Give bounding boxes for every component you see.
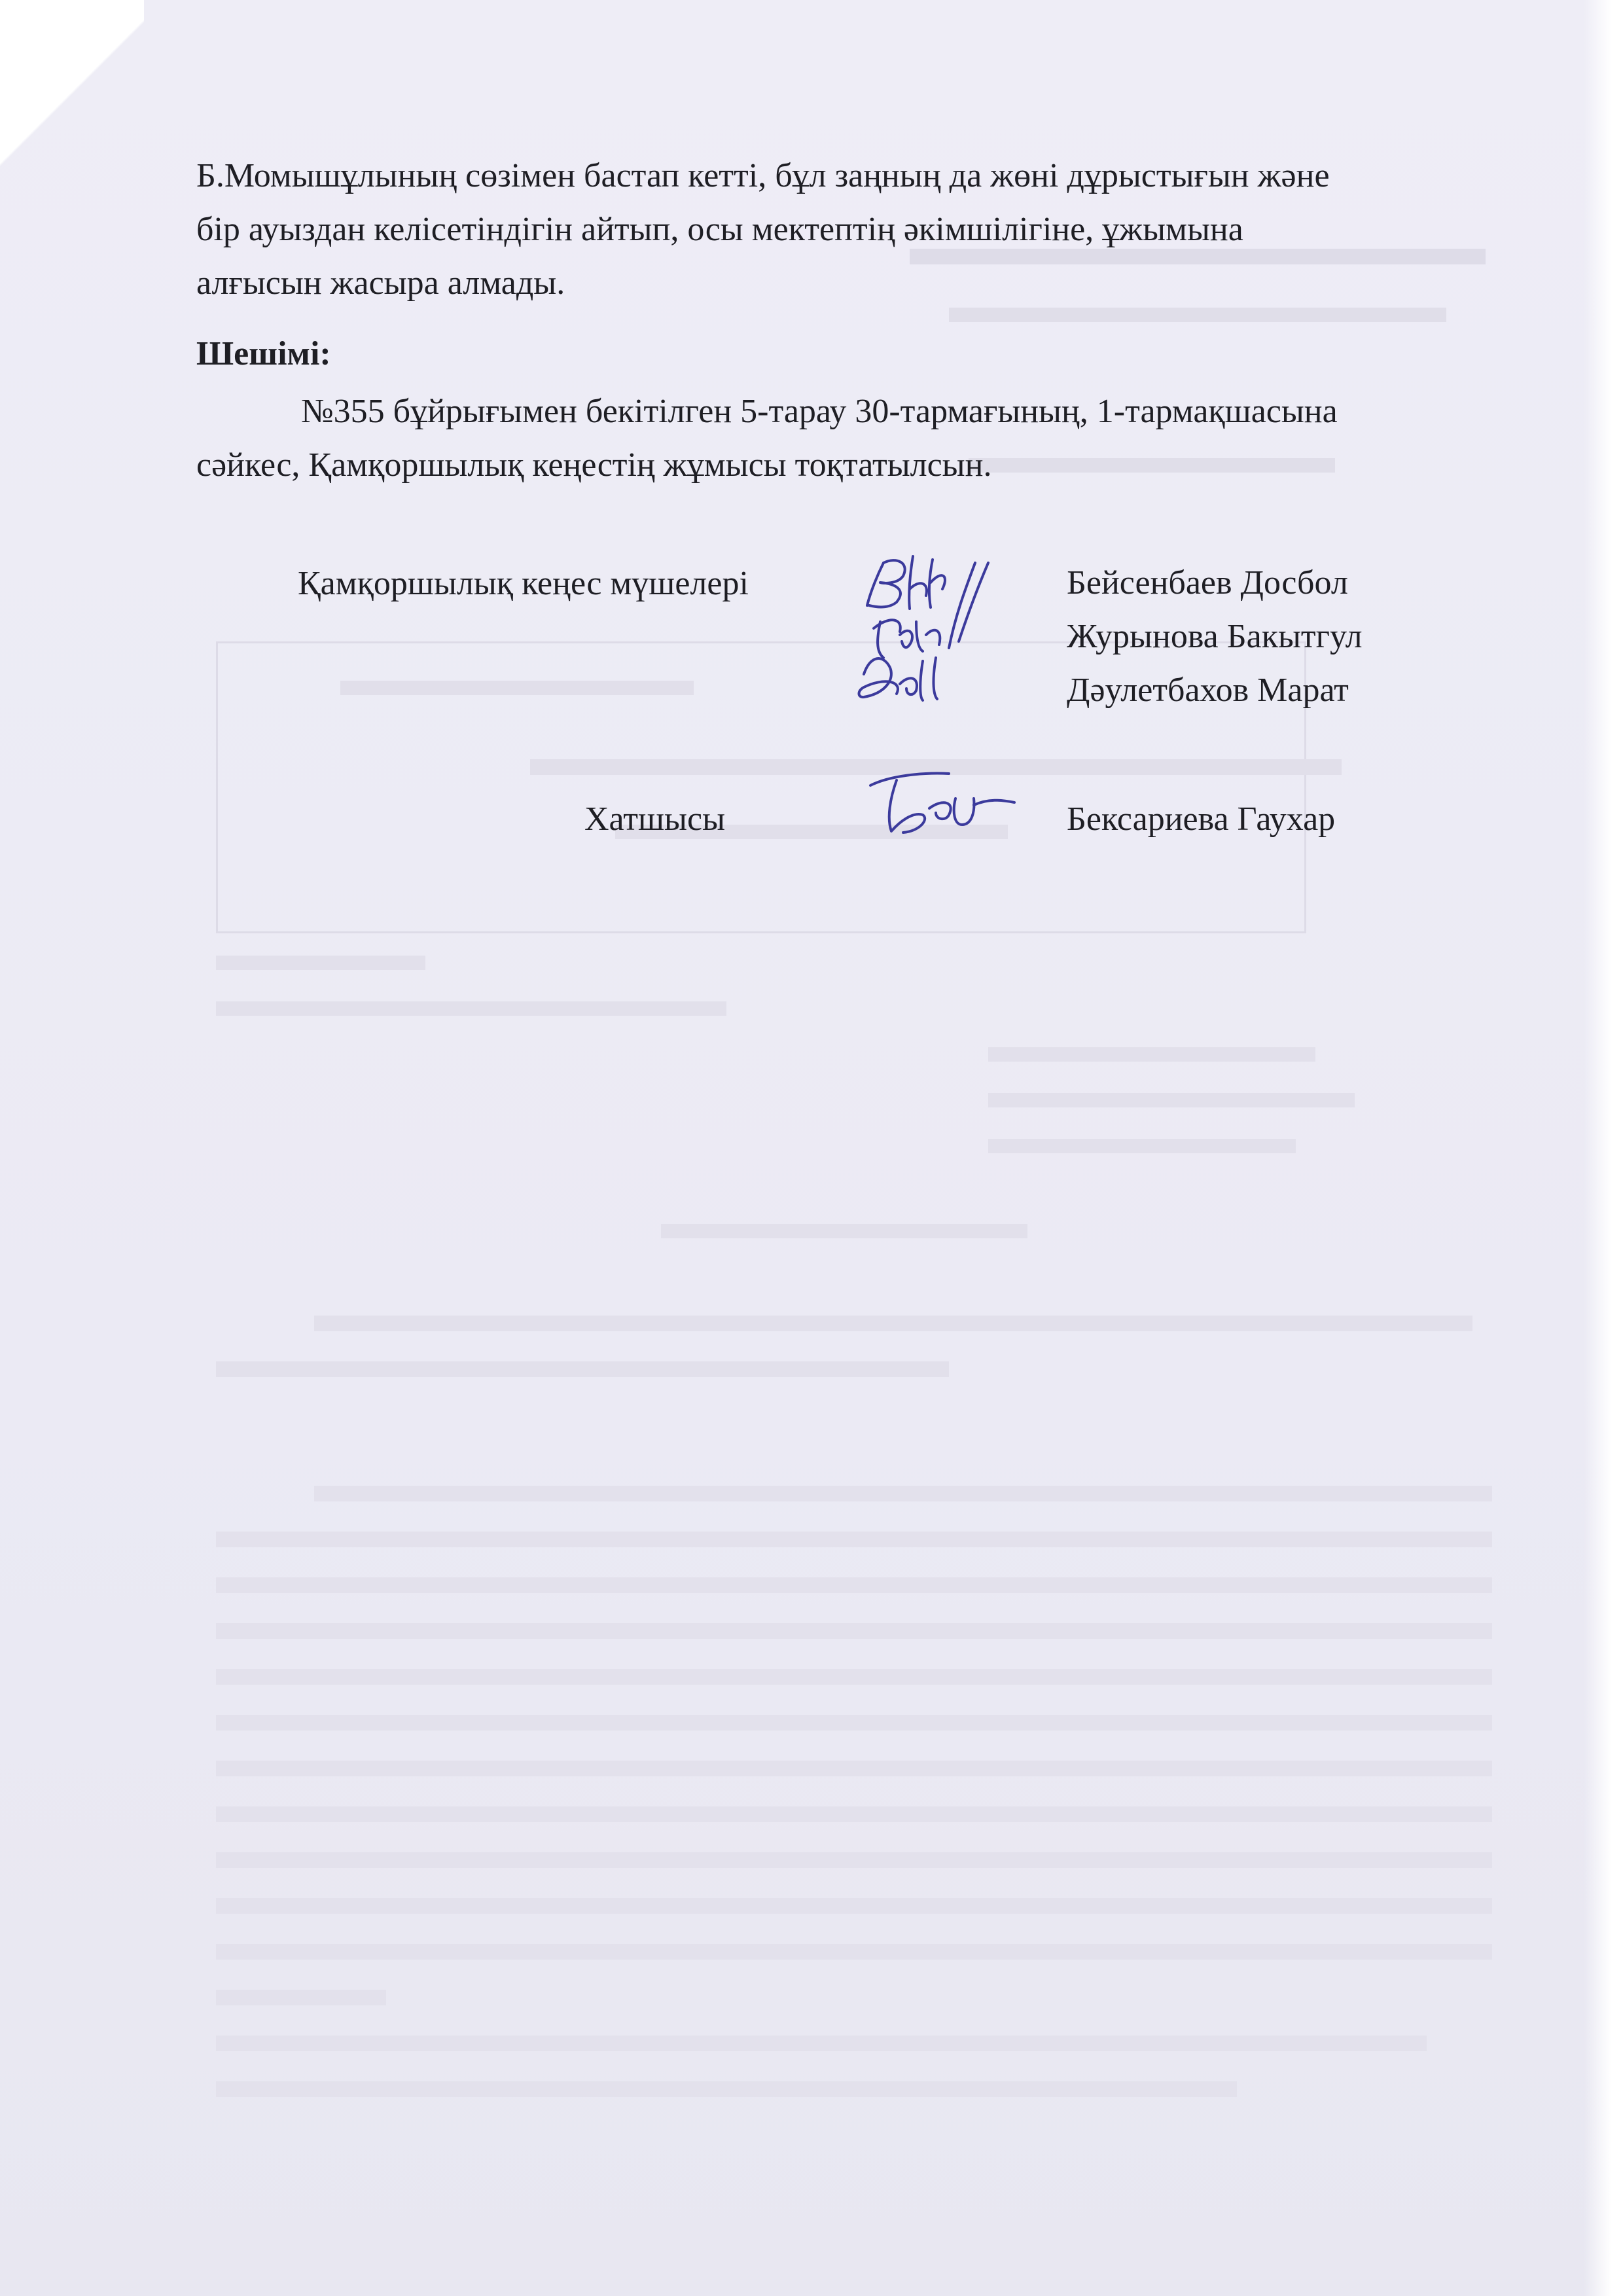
secretary-label: Хатшысы <box>584 800 726 838</box>
bleed-through-line <box>314 1316 1472 1331</box>
folded-corner <box>0 0 144 196</box>
bleed-through-line <box>340 681 694 695</box>
member-name: Журынова Бакытгул <box>1067 618 1363 655</box>
page-edge <box>1584 0 1623 2296</box>
member-name: Бейсенбаев Досбол <box>1067 564 1348 601</box>
bleed-through-line <box>216 956 425 970</box>
members-signature-icon <box>844 543 1021 720</box>
bleed-through-line <box>216 1623 1492 1639</box>
bleed-through-line <box>216 1715 1492 1731</box>
bleed-through-line <box>216 2081 1237 2097</box>
bleed-through-line <box>988 1139 1296 1153</box>
decision-line: сәйкес, Қамқоршылық кеңестің жұмысы тоқтатылсын. <box>196 446 992 484</box>
secretary-signature-icon <box>851 759 1021 851</box>
bleed-through-line <box>216 1361 949 1377</box>
decision-line: №355 бұйрығымен бекітілген 5-тарау 30-тармағының, 1-тармақшасына <box>301 393 1338 430</box>
bleed-through-line <box>216 2036 1427 2051</box>
bleed-through-line <box>314 1486 1492 1501</box>
bleed-through-line <box>216 1001 726 1016</box>
bleed-through-line <box>988 1047 1315 1062</box>
bleed-through-line <box>988 1093 1355 1107</box>
decision-paragraph <box>196 385 1505 492</box>
members-list <box>1067 556 1363 717</box>
bleed-through-line <box>216 1990 386 2005</box>
members-label: Қамқоршылық кеңес мүшелері <box>298 565 749 602</box>
bleed-through-line <box>661 1224 1027 1238</box>
intro-line: алғысын жасыра алмады. <box>196 264 565 302</box>
intro-paragraph <box>196 149 1505 310</box>
intro-line: бір ауыздан келісетіндігін айтып, осы мектептің әкімшілігіне, ұжымына <box>196 211 1243 248</box>
bleed-through-line <box>216 1806 1492 1822</box>
intro-line: Б.Момышұлының сөзімен бастап кетті, бұл заңның да жөні дұрыстығын және <box>196 157 1330 194</box>
bleed-through-line <box>216 1898 1492 1914</box>
decision-heading: Шешімі: <box>196 335 331 372</box>
bleed-through-line <box>216 1761 1492 1776</box>
bleed-through-line <box>216 1532 1492 1547</box>
bleed-through-line <box>216 1577 1492 1593</box>
member-name: Дәулетбахов Марат <box>1067 672 1349 709</box>
secretary-name: Бексариева Гаухар <box>1067 800 1336 838</box>
bleed-through-line <box>216 1852 1492 1868</box>
bleed-through-line <box>216 1944 1492 1960</box>
bleed-through-line <box>216 1669 1492 1685</box>
